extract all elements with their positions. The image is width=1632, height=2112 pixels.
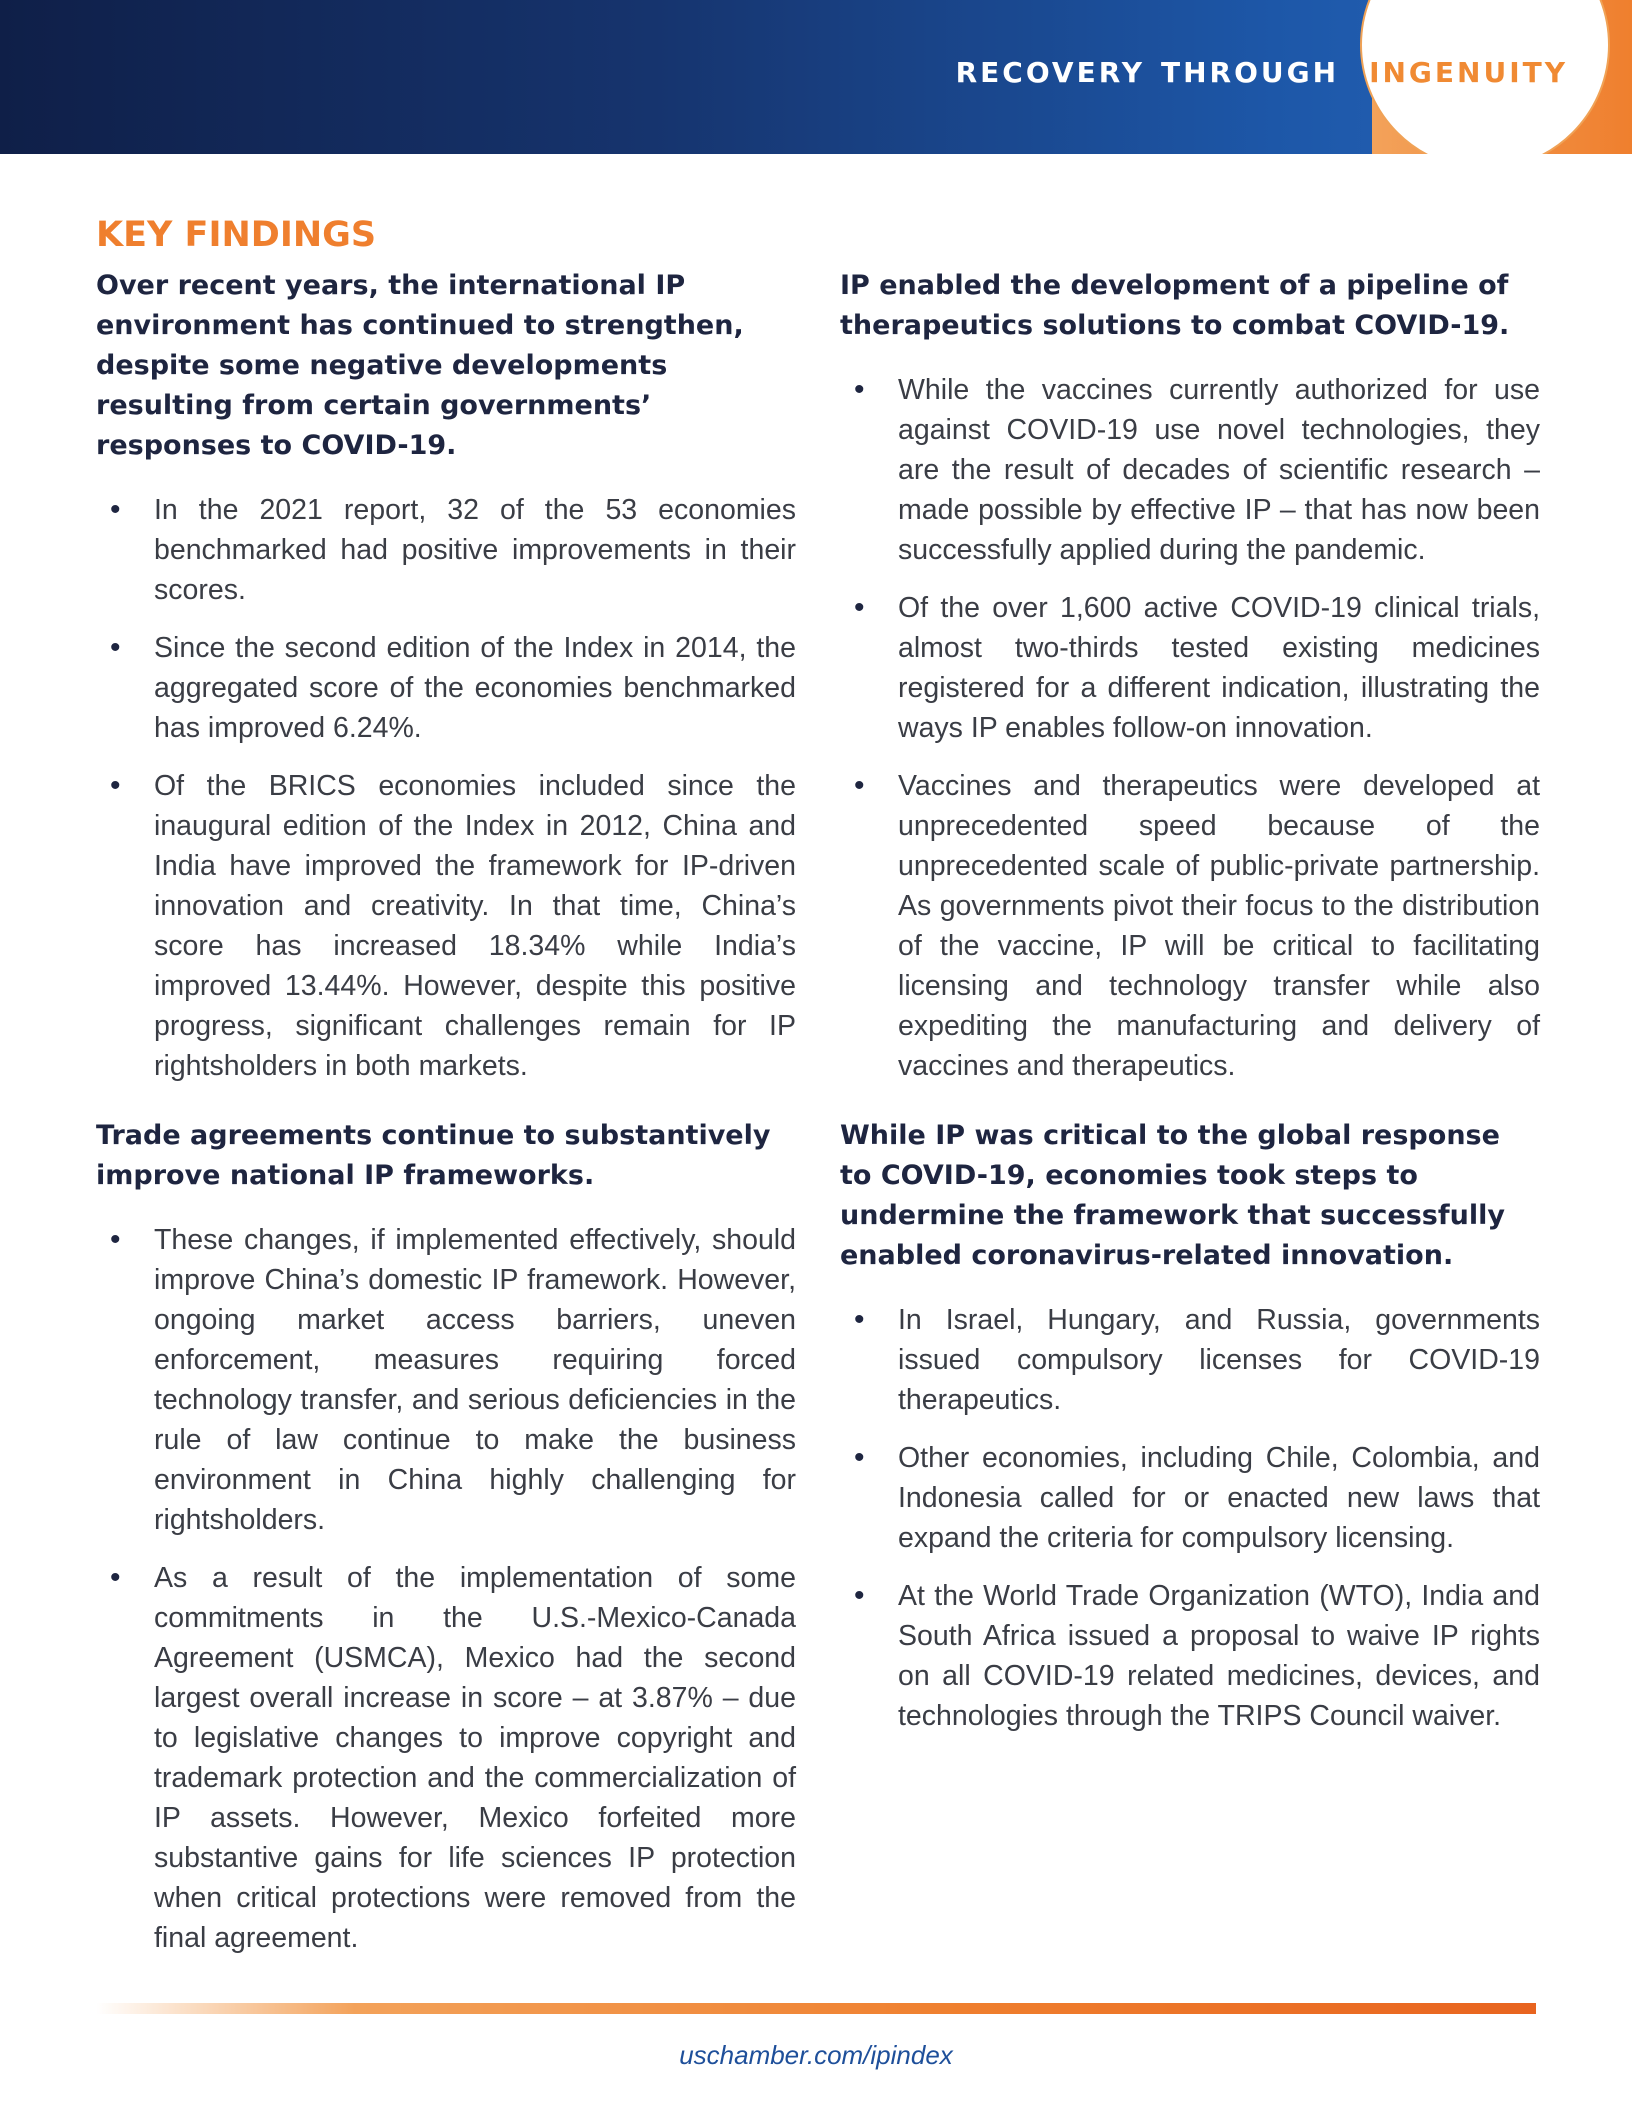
list-item: [840, 1576, 1540, 1736]
list-item: [96, 1558, 796, 1958]
bullet-list-ip-environment: [96, 490, 796, 1086]
bullet-icon: •: [110, 1223, 121, 1256]
list-item-text: These changes, if implemented effectively, should improve China’s domestic IP framework. However, ongoing market access barriers, uneven enforcement, measures requiring forced technology transfer, and serious deficiencies in the rule of law continue to make the business environment in China highly challenging for rightsholders.: [154, 1224, 796, 1536]
list-item: [840, 766, 1540, 1086]
list-item: [96, 1220, 796, 1540]
list-item: [96, 628, 796, 748]
right-column: [840, 212, 1540, 1766]
bullet-list-therapeutics: [840, 370, 1540, 1086]
list-item-text: Vaccines and therapeutics were developed at unprecedented speed because of the unprecedented scale of public-private partnership. As governments pivot their focus to the distribution of the vaccine, IP will be critical to facilitating licensing and technology transfer while also expediting the manufacturing and delivery of vaccines and therapeutics.: [898, 770, 1540, 1082]
list-item-text: At the World Trade Organization (WTO), India and South Africa issued a proposal to waive IP rights on all COVID-19 related medicines, devices, and technologies through the TRIPS Council waiver.: [898, 1580, 1540, 1732]
list-item-text: While the vaccines currently authorized for use against COVID-19 use novel technologies, they are the result of decades of scientific research – made possible by effective IP – that has now been successfully applied during the pandemic.: [898, 374, 1540, 566]
bullet-icon: •: [854, 591, 865, 624]
bullet-icon: •: [110, 631, 121, 664]
list-item-text: Of the over 1,600 active COVID-19 clinical trials, almost two-thirds tested existing medicines registered for a different indication, illustrating the ways IP enables follow-on innovation.: [898, 592, 1540, 744]
bullet-icon: •: [854, 769, 865, 802]
list-item-text: Other economies, including Chile, Colombia, and Indonesia called for or enacted new laws that expand the criteria for compulsory licensing.: [898, 1442, 1540, 1554]
header-band: [0, 0, 1632, 154]
bullet-icon: •: [854, 1579, 865, 1612]
list-item: [96, 490, 796, 610]
list-item: [840, 1300, 1540, 1420]
list-item: [840, 588, 1540, 748]
header-tagline: [956, 56, 1568, 89]
bullet-list-undermine-framework: [840, 1300, 1540, 1736]
section-heading-therapeutics: IP enabled the development of a pipeline of therapeutics solutions to combat COVID-19.: [840, 270, 1510, 341]
left-column: [96, 212, 796, 1988]
bullet-icon: •: [854, 373, 865, 406]
tagline-word-ingenuity: INGENUITY: [1369, 56, 1568, 89]
section-heading-ip-environment: Over recent years, the international IP environment has continued to strengthen, despite some negative developments resulting from certain governments’ responses to COVID-19.: [96, 270, 744, 461]
bullet-icon: •: [110, 1561, 121, 1594]
list-item-text: Since the second edition of the Index in 2014, the aggregated score of the economies benchmarked has improved 6.24%.: [154, 632, 796, 744]
list-item-text: In Israel, Hungary, and Russia, governments issued compulsory licenses for COVID-19 therapeutics.: [898, 1304, 1540, 1416]
list-item: [840, 1438, 1540, 1558]
section-heading-undermine-framework: While IP was critical to the global response to COVID-19, economies took steps to undermine the framework that successfully enabled coronavirus-related innovation.: [840, 1120, 1505, 1271]
bullet-list-trade-agreements: [96, 1220, 796, 1958]
list-item-text: In the 2021 report, 32 of the 53 economies benchmarked had positive improvements in their scores.: [154, 494, 796, 606]
list-item: [840, 370, 1540, 570]
list-item-text: As a result of the implementation of some commitments in the U.S.-Mexico-Canada Agreement (USMCA), Mexico had the second largest overall increase in score – at 3.87% – due to legislative changes to improve copyright and trademark protection and the commercialization of IP assets. However, Mexico forfeited more substantive gains for life sciences IP protection when critical protections were removed from the final agreement.: [154, 1562, 796, 1954]
bullet-icon: •: [854, 1441, 865, 1474]
list-item-text: Of the BRICS economies included since the inaugural edition of the Index in 2012, China and India have improved the framework for IP-driven innovation and creativity. In that time, China’s score has increased 18.34% while India’s improved 13.44%. However, despite this positive progress, significant challenges remain for IP rightsholders in both markets.: [154, 770, 796, 1082]
bullet-icon: •: [110, 493, 121, 526]
list-item: [96, 766, 796, 1086]
section-heading-trade-agreements: Trade agreements continue to substantively improve national IP frameworks.: [96, 1120, 771, 1191]
tagline-word-through: THROUGH: [1161, 56, 1340, 89]
key-findings-title: KEY FINDINGS: [96, 215, 377, 255]
footer-url-link[interactable]: uschamber.com/ipindex: [679, 2040, 953, 2070]
footer-divider: [96, 2003, 1536, 2014]
bullet-icon: •: [110, 769, 121, 802]
tagline-word-recovery: RECOVERY: [955, 56, 1145, 89]
bullet-icon: •: [854, 1303, 865, 1336]
